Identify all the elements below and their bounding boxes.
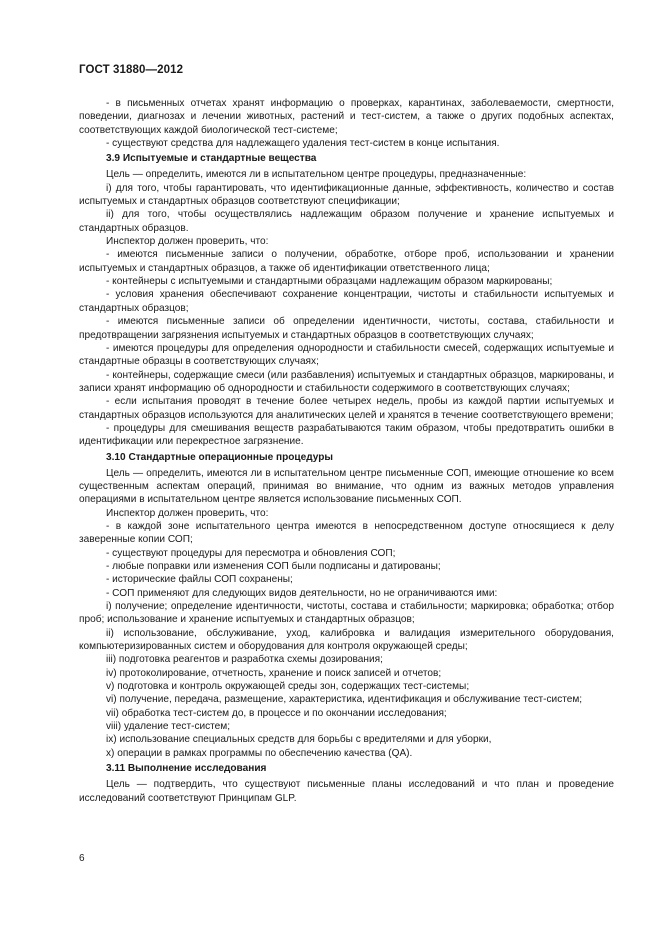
paragraph: viii) удаление тест-систем; (106, 721, 231, 733)
paragraph: Цель — определить, имеются ли в испытательном центре письменные СОП, имеющие отношение ко всем существенным аспектам операций, принимая во внимание, что одним из важных методов управления операциями в испытательном центре является использование письменных СОП. (79, 467, 614, 506)
section-3-9 (79, 152, 614, 448)
paragraph: vii) обработка тест-систем до, в процессе и по окончании исследования; (106, 707, 447, 719)
paragraph: - существуют процедуры для пересмотра и обновления СОП; (106, 547, 396, 559)
paragraph: vi) получение, передача, размещение, характеристика, идентификация и обслуживание тест-систем; (106, 694, 583, 706)
section-heading: 3.11 Выполнение исследования (106, 763, 267, 775)
paragraph: v) подготовка и контроль окружающей среды зон, содержащих тест-системы; (106, 681, 470, 693)
paragraph: - исторические файлы СОП сохранены; (106, 574, 293, 586)
paragraph: Цель — определить, имеются ли в испытательном центре процедуры, предназначенные: (106, 169, 527, 181)
paragraph: - в каждой зоне испытательного центра имеются в непосредственном доступе относящиеся к делу заверенные копии СОП; (79, 520, 614, 546)
paragraph: - в письменных отчетах хранят информацию о проверках, карантинах, заболеваемости, смертности, поведении, диагнозах и лечении животных, растений и тест-систем, а также о других подобных аспектах, соответствующих каждой биологической тест-системе; (79, 98, 614, 136)
paragraph: - имеются письменные записи о получении, обработке, отборе проб, использовании и хранении испытуемых и стандартных образцов, а также об идентификации ответственного лица; (79, 249, 614, 274)
paragraph: Цель — подтвердить, что существуют письменные планы исследований и что план и проведение исследований соответствуют Принципам GLP. (79, 779, 614, 804)
paragraph: x) операции в рамках программы по обеспечению качества (QA). (106, 747, 413, 759)
page-number: 6 (79, 853, 85, 864)
section-3-11 (79, 762, 614, 805)
paragraph: Инспектор должен проверить, что: (106, 507, 269, 519)
section-heading: 3.9 Испытуемые и стандартные вещества (106, 153, 317, 165)
paragraph: iv) протоколирование, отчетность, хранение и поиск записей и отчетов; (106, 667, 442, 679)
paragraph: Инспектор должен проверить, что: (106, 236, 269, 248)
document-header: ГОСТ 31880—2012 (79, 64, 184, 76)
paragraph: ii) для того, чтобы осуществлялись надлежащим образом получение и хранение испытуемых и стандартных образцов. (79, 209, 614, 234)
paragraph: - имеются процедуры для определения однородности и стабильности смесей, содержащих испытуемые и стандартные образцы в соответствующих случаях; (79, 342, 614, 368)
paragraph: - если испытания проводят в течение более четырех недель, пробы из каждой партии испытуемых и стандартных образцов используются для аналитических целей и хранятся в течение соответствующего времени; (79, 396, 614, 421)
section-3-10 (79, 451, 614, 761)
document-body (79, 97, 614, 805)
paragraph: - контейнеры с испытуемыми и стандартными образцами надлежащим образом маркированы; (106, 276, 553, 288)
section-heading: 3.10 Стандартные операционные процедуры (106, 451, 334, 463)
paragraph: - существуют средства для надлежащего удаления тест-систем в конце испытания. (106, 138, 500, 150)
paragraph: - имеются письменные записи об определении идентичности, чистоты, состава, стабильности и предотвращении загрязнения испытуемых и стандартных образцов в соответствующих случаях; (79, 316, 614, 341)
paragraph: - любые поправки или изменения СОП были подписаны и датированы; (106, 561, 441, 572)
paragraph: iii) подготовка реагентов и разработка схемы дозирования; (106, 654, 383, 666)
paragraph: ii) использование, обслуживание, уход, калибровка и валидация измерительного оборудования, компьютеризированных систем и оборудования для контроля окружающей среды; (79, 627, 614, 653)
paragraph: - контейнеры, содержащие смеси (или разбавления) испытуемых и стандартных образцов, маркированы, и записи хранят информацию об однородности и стабильности содержимого в соответствующих случаях; (79, 369, 614, 394)
paragraph: - СОП применяют для следующих видов деятельности, но не ограничиваются ими: (106, 587, 498, 599)
paragraph: i) для того, чтобы гарантировать, что идентификационные данные, эффективность, количество и состав испытуемых и стандартных образцов соответствуют спецификации; (79, 182, 614, 208)
paragraph: - процедуры для смешивания веществ разрабатываются таким образом, чтобы предотвратить ошибки в идентификации или перекрестное загрязнение. (79, 422, 614, 448)
paragraph: ix) использование специальных средств для борьбы с вредителями и для уборки, (106, 734, 492, 746)
section-intro (79, 97, 614, 150)
paragraph: - условия хранения обеспечивают сохранение концентрации, чистоты и стабильности испытуемых и стандартных образцов; (79, 289, 614, 314)
paragraph: i) получение; определение идентичности, чистоты, состава и стабильности; маркировка; обработка; отбор проб; использование и хранение испытуемых и стандартных образцов; (79, 601, 614, 626)
